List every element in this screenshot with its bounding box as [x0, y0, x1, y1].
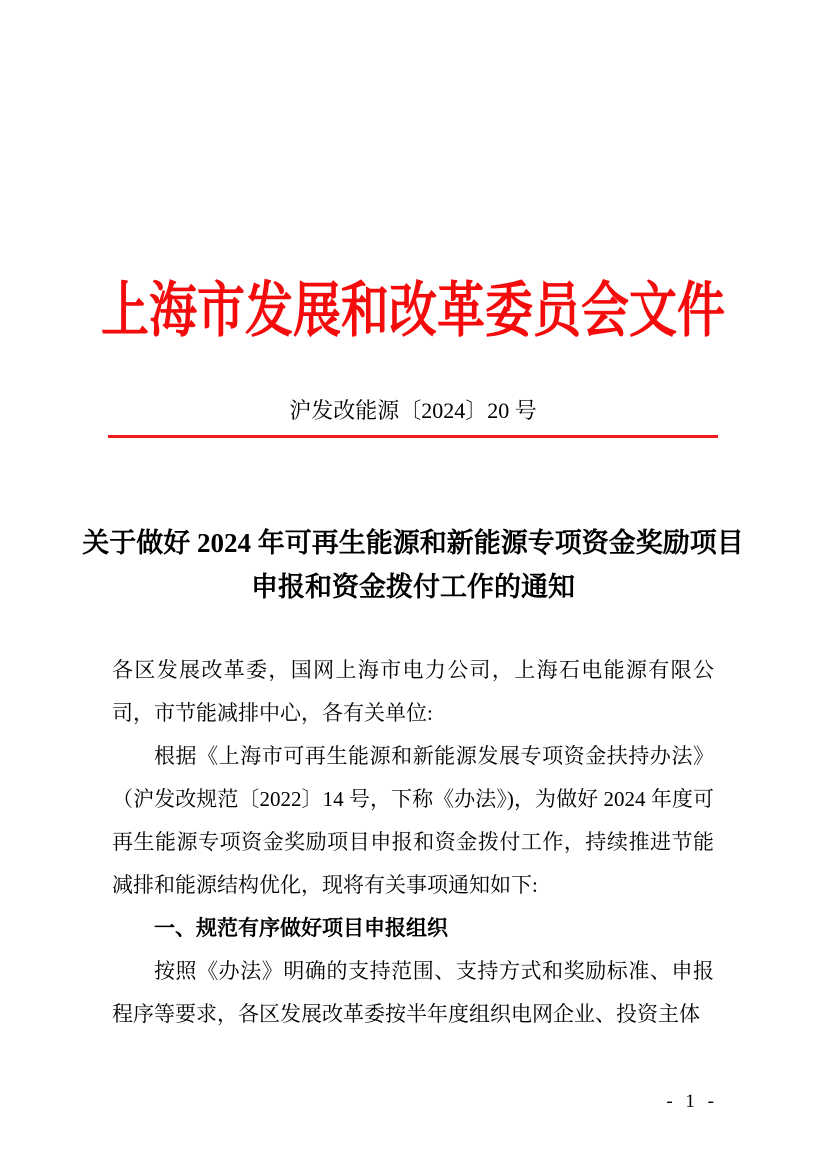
- page-number: - 1 -: [666, 1091, 718, 1112]
- intro-paragraph: 根据《上海市可再生能源和新能源发展专项资金扶持办法》（沪发改规范〔2022〕14 号，下称《办法》)，为做好 2024 年度可再生能源专项资金奖励项目申报和资金拨付工作，持续推进节能减排和能源结构优化，现将有关事项通知如下:: [112, 744, 714, 897]
- document-title: [58, 521, 768, 609]
- section-one-paragraph: 按照《办法》明确的支持范围、支持方式和奖励标准、申报程序等要求，各区发展改革委按半年度组织电网企业、投资主体: [112, 959, 714, 1026]
- section-one-heading: 一、规范有序做好项目申报组织: [154, 917, 448, 940]
- letterhead-title-text: 上海市发展和改革委员会文件: [101, 278, 725, 344]
- document-body: [112, 649, 714, 1036]
- red-divider-line: [108, 435, 718, 438]
- letterhead-title: [0, 280, 826, 342]
- recipients-paragraph: 各区发展改革委，国网上海市电力公司，上海石电能源有限公司，市节能减排中心，各有关单位:: [112, 658, 714, 725]
- document-title-line2: 申报和资金拨付工作的通知: [251, 572, 575, 602]
- document-title-line1: 关于做好 2024 年可再生能源和新能源专项资金奖励项目: [82, 528, 744, 558]
- document-number: 沪发改能源〔2024〕20 号: [289, 398, 537, 423]
